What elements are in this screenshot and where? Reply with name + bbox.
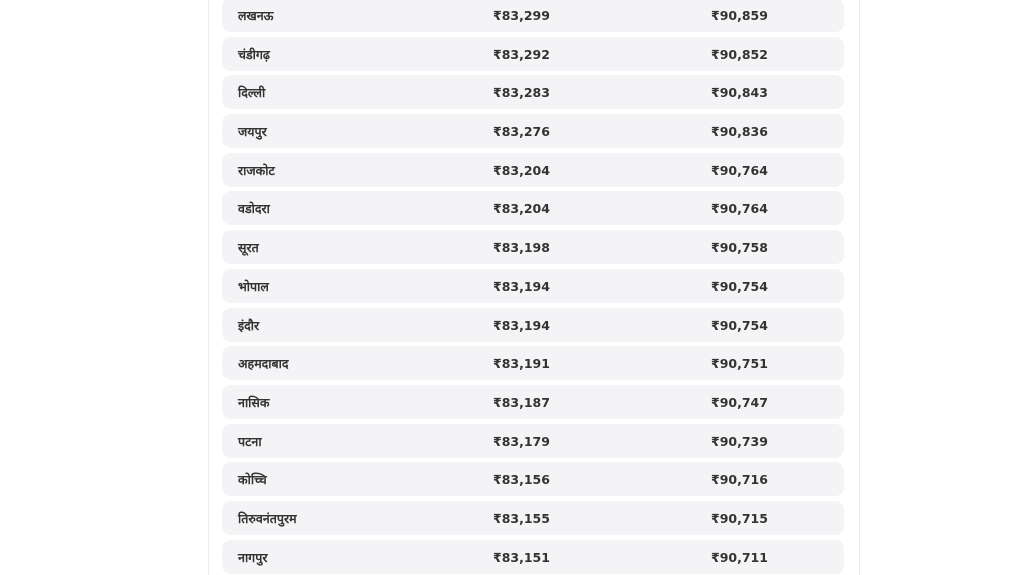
price-22k: ₹83,151 — [493, 549, 550, 565]
price-22k: ₹83,299 — [493, 8, 550, 23]
price-24k: ₹90,764 — [711, 162, 768, 178]
city-name: अहमदाबाद — [238, 356, 289, 372]
city-name: वडोदरा — [238, 201, 270, 217]
city-name: इंदौर — [238, 317, 260, 333]
city-name: जयपुर — [238, 124, 267, 140]
table-row — [222, 462, 844, 496]
table-row — [222, 501, 844, 535]
price-22k: ₹83,276 — [493, 124, 550, 140]
price-22k: ₹83,156 — [493, 472, 550, 488]
table-row — [222, 308, 844, 342]
price-22k: ₹83,179 — [493, 433, 550, 449]
city-name: दिल्ली — [238, 85, 266, 101]
price-22k: ₹83,194 — [493, 278, 550, 294]
price-24k: ₹90,751 — [711, 356, 768, 372]
table-row — [222, 230, 844, 264]
table-row — [222, 269, 844, 303]
table-row — [222, 75, 844, 109]
table-row — [222, 346, 844, 380]
table-row — [222, 191, 844, 225]
city-name: कोच्चि — [238, 472, 267, 488]
price-24k: ₹90,747 — [711, 394, 768, 410]
table-row — [222, 0, 844, 32]
price-24k: ₹90,754 — [711, 278, 768, 294]
city-name: नागपुर — [238, 549, 268, 565]
price-22k: ₹83,283 — [493, 85, 550, 101]
price-24k: ₹90,843 — [711, 85, 768, 101]
price-24k: ₹90,716 — [711, 472, 768, 488]
table-row — [222, 424, 844, 458]
city-name: भोपाल — [238, 278, 269, 294]
price-24k: ₹90,715 — [711, 510, 768, 526]
table-row — [222, 153, 844, 187]
price-24k: ₹90,754 — [711, 317, 768, 333]
price-22k: ₹83,204 — [493, 201, 550, 217]
table-row — [222, 540, 844, 574]
price-22k: ₹83,155 — [493, 510, 550, 526]
table-row — [222, 114, 844, 148]
price-22k: ₹83,194 — [493, 317, 550, 333]
city-name: नासिक — [238, 394, 270, 410]
price-22k: ₹83,198 — [493, 240, 550, 256]
city-name: राजकोट — [238, 162, 275, 178]
price-24k: ₹90,852 — [711, 46, 768, 62]
price-22k: ₹83,204 — [493, 162, 550, 178]
city-name: चंडीगढ़ — [238, 46, 270, 62]
city-name: तिरुवनंतपुरम — [238, 510, 297, 526]
price-24k: ₹90,764 — [711, 201, 768, 217]
city-name: पटना — [238, 433, 262, 449]
gold-price-table — [222, 0, 844, 575]
price-24k: ₹90,859 — [711, 8, 768, 23]
table-row — [222, 37, 844, 71]
price-22k: ₹83,191 — [493, 356, 550, 372]
price-24k: ₹90,739 — [711, 433, 768, 449]
price-24k: ₹90,758 — [711, 240, 768, 256]
city-name: सूरत — [238, 240, 259, 256]
city-name: लखनऊ — [238, 8, 274, 23]
price-22k: ₹83,292 — [493, 46, 550, 62]
price-24k: ₹90,711 — [711, 549, 768, 565]
table-row — [222, 385, 844, 419]
price-24k: ₹90,836 — [711, 124, 768, 140]
price-22k: ₹83,187 — [493, 394, 550, 410]
